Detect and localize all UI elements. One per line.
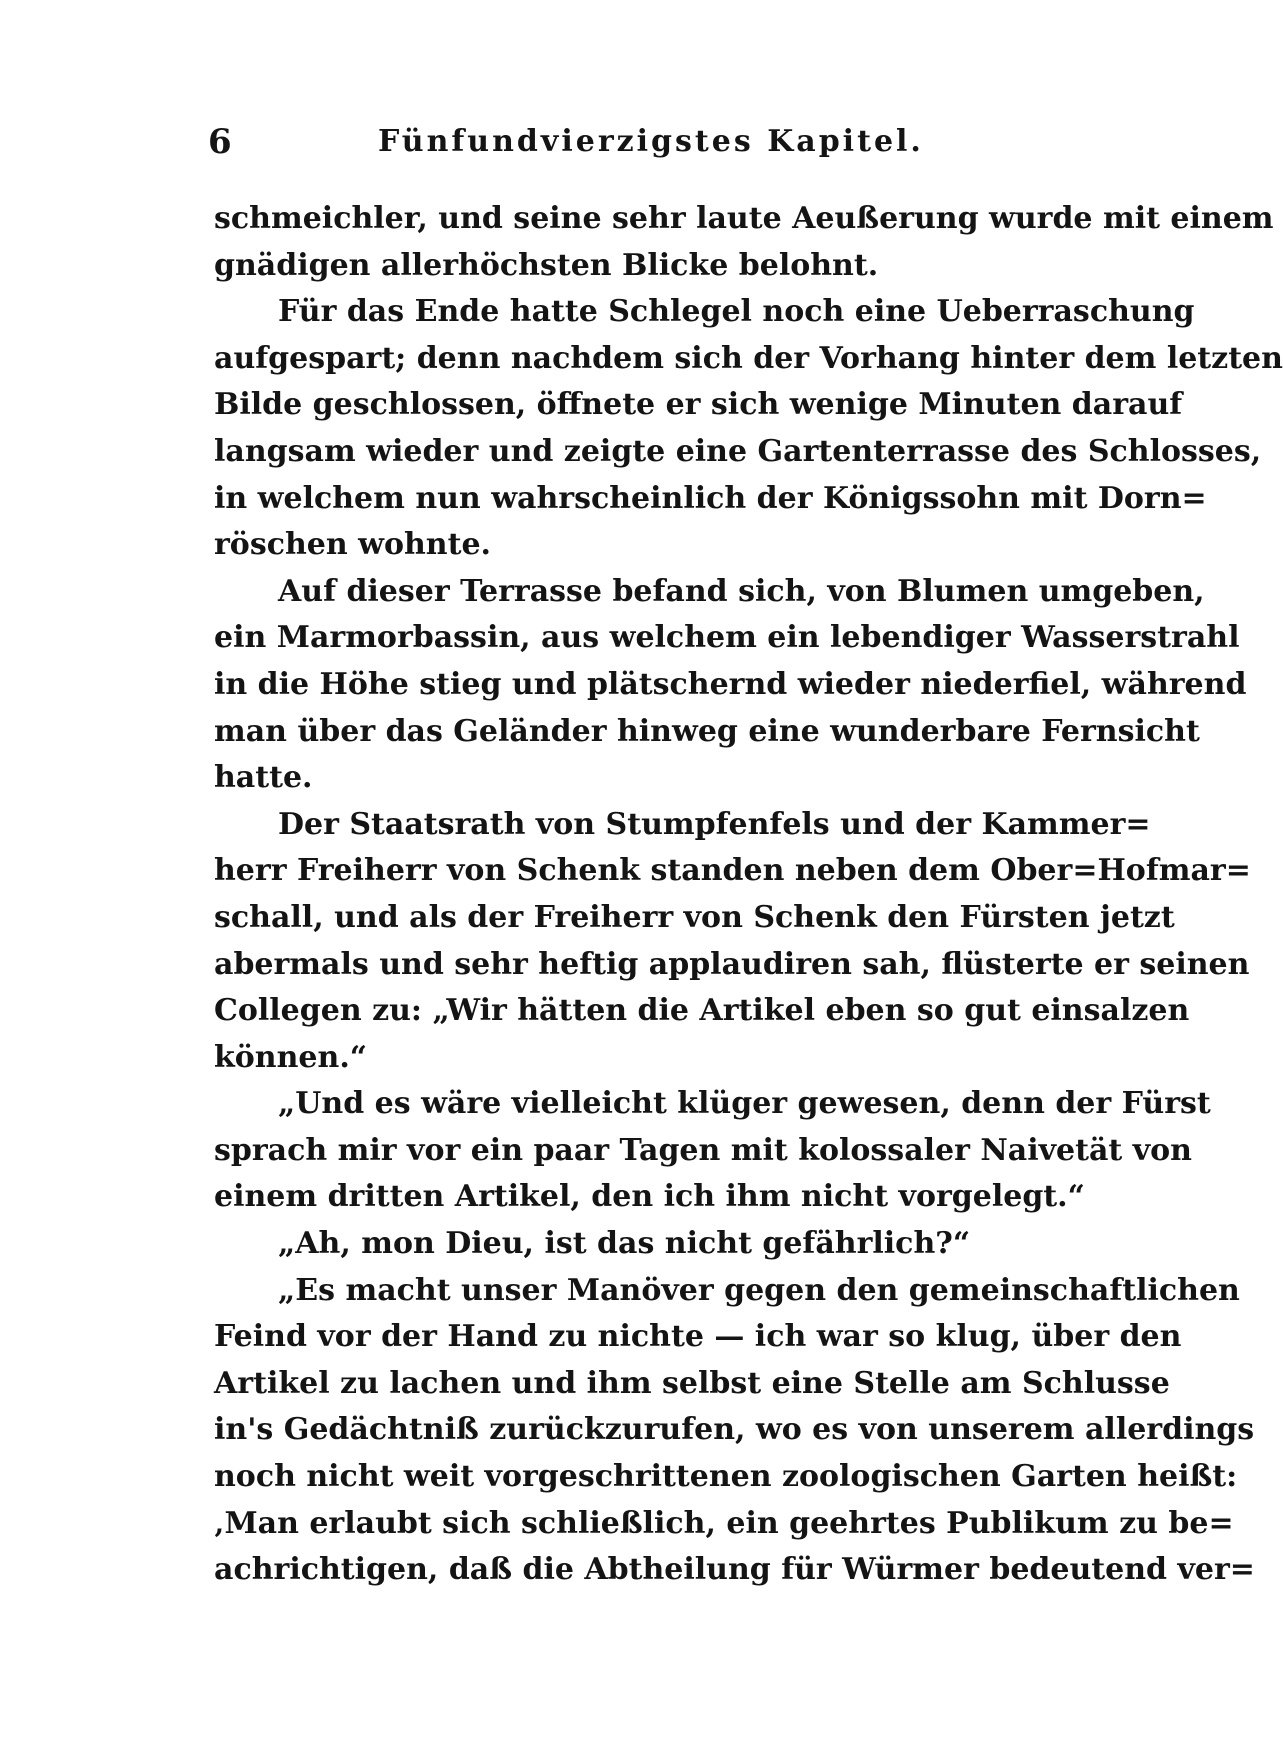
text-line: Auf dieser Terrasse befand sich, von Blumen umgeben, (278, 573, 1205, 609)
text-line: Artikel zu lachen und ihm selbst eine Stelle am Schlusse (214, 1365, 1170, 1401)
body-text (214, 196, 1283, 1594)
text-line: Collegen zu: „Wir hätten die Artikel eben so gut einsalzen (214, 993, 1190, 1029)
text-line: in die Höhe stieg und plätschernd wieder niederfiel, während (214, 666, 1247, 702)
text-line: schmeichler, und seine sehr laute Aeußerung wurde mit einem (214, 201, 1274, 236)
text-line: „Ah, mon Dieu, ist das nicht gefährlich?“ (278, 1226, 971, 1262)
text-line: „Es macht unser Manöver gegen den gemeinschaftlichen (278, 1272, 1240, 1308)
page-number: 6 (208, 122, 232, 162)
text-line: ein Marmorbassin, aus welchem ein lebendiger Wasserstrahl (214, 620, 1240, 656)
text-line: „Und es wäre vielleicht klüger gewesen, denn der Fürst (278, 1086, 1211, 1122)
text-line: man über das Geländer hinweg eine wunderbare Fernsicht (214, 713, 1200, 749)
text-line: Für das Ende hatte Schlegel noch eine Ueberraschung (278, 294, 1195, 330)
text-line: röschen wohnte. (214, 527, 491, 563)
text-line: Der Staatsrath von Stumpfenfels und der Kammer= (278, 806, 1151, 842)
text-line: können.“ (214, 1039, 368, 1075)
text-line: einem dritten Artikel, den ich ihm nicht vorgelegt.“ (214, 1179, 1085, 1215)
page-header (208, 122, 1053, 166)
text-line: Feind vor der Hand zu nichte — ich war so klug, über den (214, 1319, 1182, 1355)
text-line: ‚Man erlaubt sich schließlich, ein geehrtes Publikum zu be= (214, 1505, 1234, 1541)
text-line: hatte. (214, 760, 313, 796)
text-line: gnädigen allerhöchsten Blicke belohnt. (214, 247, 879, 283)
text-line: sprach mir vor ein paar Tagen mit kolossaler Naivetät von (214, 1132, 1192, 1168)
running-head: Fünfundvierzigstes Kapitel. (378, 124, 924, 159)
text-line: abermals und sehr heftig applaudiren sah, flüsterte er seinen (214, 946, 1250, 982)
text-line: aufgespart; denn nachdem sich der Vorhang hinter dem letzten (214, 340, 1283, 376)
text-line: herr Freiherr von Schenk standen neben dem Ober=Hofmar= (214, 853, 1251, 889)
text-line: schall, und als der Freiherr von Schenk den Fürsten jetzt (214, 899, 1175, 935)
text-line: Bilde geschlossen, öffnete er sich wenige Minuten darauf (214, 387, 1183, 423)
text-line: in's Gedächtniß zurückzurufen, wo es von unserem allerdings (214, 1412, 1255, 1448)
text-line: langsam wieder und zeigte eine Gartenterrasse des Schlosses, (214, 433, 1262, 469)
text-line: noch nicht weit vorgeschrittenen zoologischen Garten heißt: (214, 1459, 1238, 1495)
text-line: achrichtigen, daß die Abtheilung für Würmer bedeutend ver= (214, 1552, 1255, 1588)
text-line: in welchem nun wahrscheinlich der Königssohn mit Dorn= (214, 480, 1207, 516)
